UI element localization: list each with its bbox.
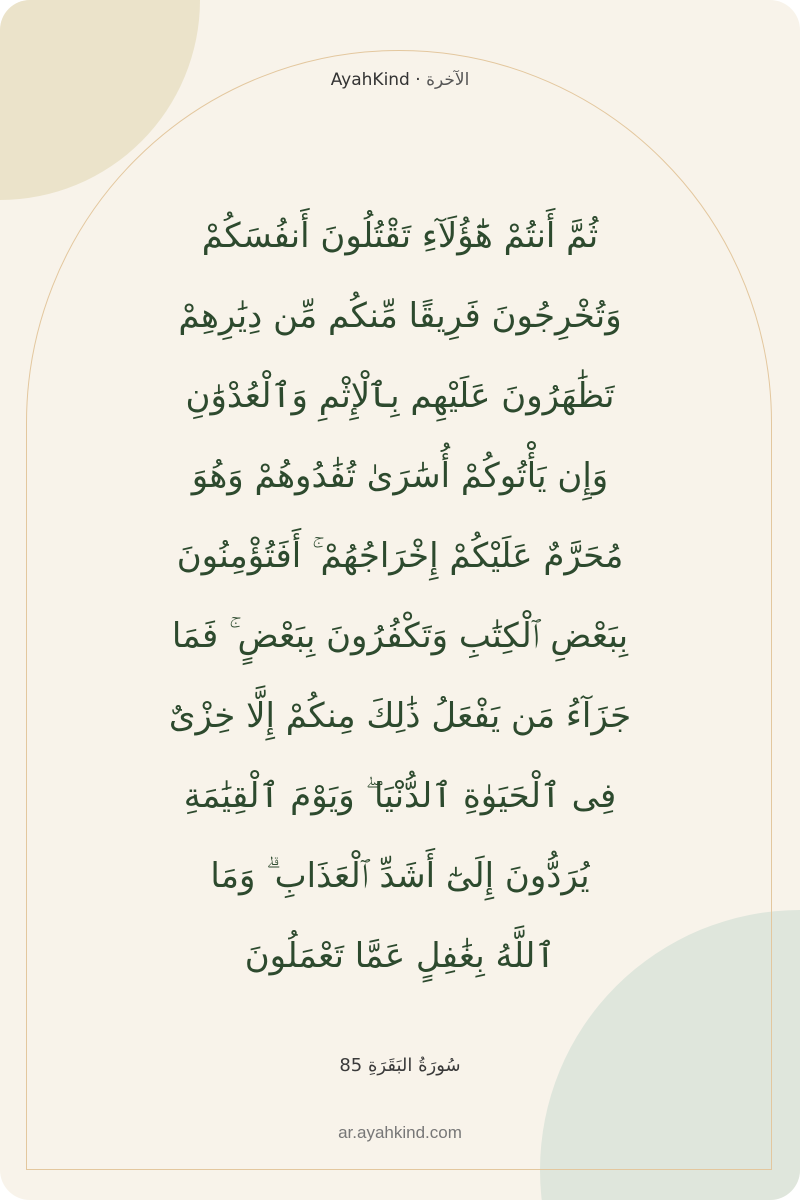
verse-line: ٱللَّهُ بِغَٰفِلٍ عَمَّا تَعْمَلُونَ [244,936,556,976]
section-label: الآخرة [426,70,470,90]
surah-name: سُورَةُ البَقَرَةِ [368,1055,461,1076]
website-url[interactable]: ar.ayahkind.com [338,1123,462,1142]
ayah-number: 85 [339,1055,363,1076]
verse-line: ثُمَّ أَنتُمْ هَٰٓؤُلَآءِ تَقْتُلُونَ أَنفُسَكُمْ [201,216,599,256]
verse-line: فِى ٱلْحَيَوٰةِ ٱلدُّنْيَا ۖ وَيَوْمَ ٱلْقِيَٰمَةِ [183,776,617,816]
header-separator: · [409,70,427,90]
verse-line: يُرَدُّونَ إِلَىٰٓ أَشَدِّ ٱلْعَذَابِ ۗ وَمَا [210,856,590,896]
verse-line: تَظَٰهَرُونَ عَلَيْهِم بِٱلْإِثْمِ وَٱلْعُدْوَٰنِ [185,376,615,416]
verse-reference [0,1055,800,1076]
verse-line: مُحَرَّمٌ عَلَيْكُمْ إِخْرَاجُهُمْ ۚ أَفَتُؤْمِنُونَ [176,536,624,576]
verse-line: بِبَعْضِ ٱلْكِتَٰبِ وَتَكْفُرُونَ بِبَعْضٍ ۚ فَمَا [171,616,629,656]
verse-text [100,196,700,996]
verse-line: وَإِن يَأْتُوكُمْ أُسَٰرَىٰ تُفَٰدُوهُمْ وَهُوَ [191,456,609,496]
verse-line: وَتُخْرِجُونَ فَرِيقًا مِّنكُم مِّن دِيَٰرِهِمْ [178,296,622,336]
verse-line: جَزَآءُ مَن يَفْعَلُ ذَٰلِكَ مِنكُمْ إِلَّا خِزْىٌ [168,696,632,736]
header [0,70,800,90]
brand-name: AyahKind [330,70,410,90]
